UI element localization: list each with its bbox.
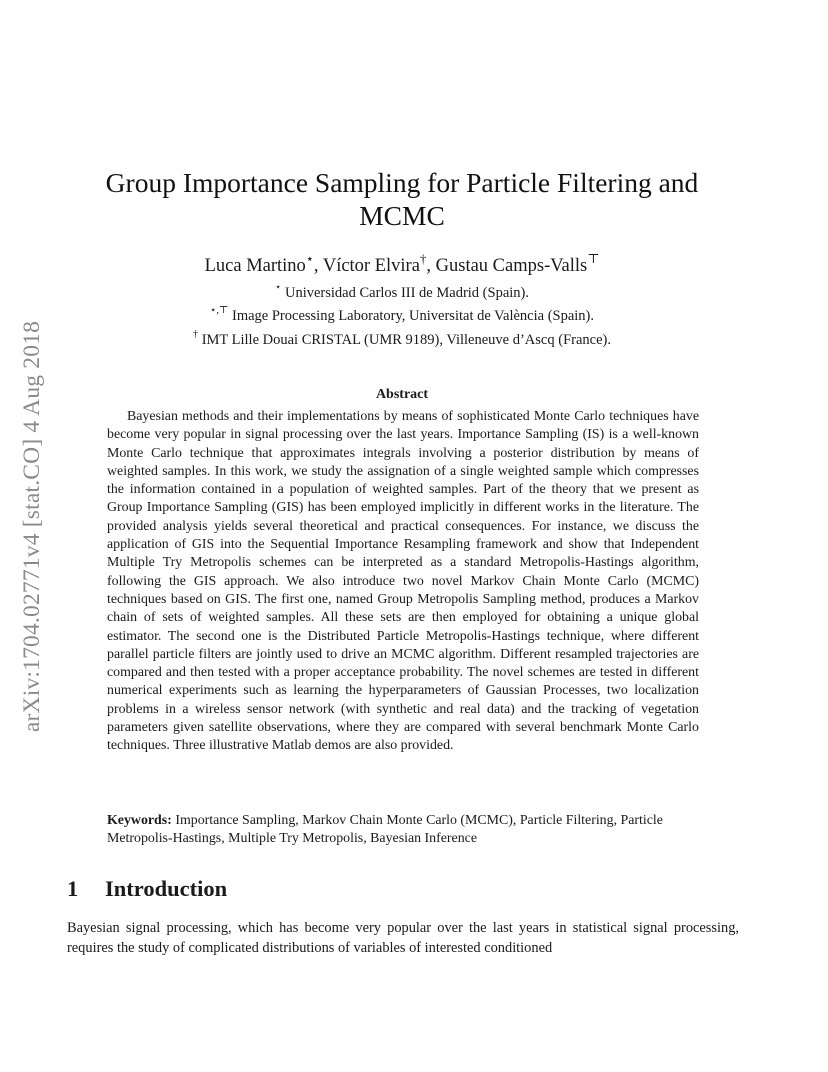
keywords-label: Keywords: [107,813,172,828]
section-title: Introduction [105,876,228,901]
abstract-body: Bayesian methods and their implementations by means of sophisticated Monte Carlo techniques have become very popular in signal processing over the last years. Importance Sampling (IS) is a well-known Monte Carlo technique that approximates integrals involving a posterior distribution by means of weighted samples. In this work, we study the assignation of a single weighted sample which compresses the information contained in a population of weighted samples. Part of the theory that we present as Group Importance Sampling (GIS) has been employed implicitly in different works in the literature. The provided analysis yields several theoretical and practical consequences. For instance, we discuss the application of GIS into the Sequential Importance Resampling framework and show that Independent Multiple Try Metropolis schemes can be interpreted as a standard Metropolis-Hastings algorithm, following the GIS approach. We also introduce two novel Markov Chain Monte Carlo (MCMC) techniques based on GIS. The first one, named Group Metropolis Sampling method, produces a Markov chain of sets of weighted samples. All these sets are then employed for obtaining a unique global estimator. The second one is the Distributed Particle Metropolis-Hastings technique, where different parallel particle filters are jointly used to drive an MCMC algorithm. Different resampled trajectories are compared and then tested with a proper acceptance probability. The novel schemes are tested in different numerical experiments such as learning the hyperparameters of Gaussian Processes, two localization problems in a wireless sensor network (with synthetic and real data) and the tracking of vegetation parameters given satellite observations, where they are compared with several benchmark Monte Carlo techniques. Three illustrative Matlab demos are also provided. [107,409,699,754]
affiliation-mark: † [193,329,199,341]
author-name: Víctor Elvira [322,256,420,276]
affiliation-mark: ⊤ [587,250,600,266]
paper-title: Group Importance Sampling for Particle Filtering and MCMC [105,167,699,231]
affiliation-line [90,284,714,302]
author-separator: , [313,256,323,276]
author-separator: , [426,256,436,276]
keywords-text: Importance Sampling, Markov Chain Monte Carlo (MCMC), Particle Filtering, Particle Metropolis-Hastings, Multiple Try Metropolis, Bayesian Inference [107,813,663,847]
author-name: Gustau Camps-Valls [435,256,588,276]
keywords-paragraph [107,812,699,849]
affiliation-mark: † [419,250,427,266]
affiliation-mark: ⋆,⊤ [209,305,229,317]
affiliation-mark: ⋆ [275,282,282,294]
affiliation-mark: ⋆ [305,250,314,266]
author-name: Luca Martino [204,256,306,276]
author-line [90,250,714,278]
affiliation-line [90,307,714,325]
affiliation-text: Image Processing Laboratory, Universitat de València (Spain). [232,308,594,324]
section-number: 1 [67,876,79,901]
affiliation-text: IMT Lille Douai CRISTAL (UMR 9189), Villeneuve d’Ascq (France). [201,332,611,348]
affiliation-line [90,331,714,349]
affiliation-text: Universidad Carlos III de Madrid (Spain). [284,285,529,301]
section-heading [67,876,747,902]
introduction-paragraph: Bayesian signal processing, which has become very popular over the last years in statistical signal processing, requires the study of complicated distributions of variables of interested conditioned [67,920,739,956]
abstract-heading: Abstract [375,387,429,402]
arxiv-identifier-stamp [18,286,48,766]
arxiv-identifier-text: arXiv:1704.02771v4 [stat.CO] 4 Aug 2018 [19,320,46,732]
